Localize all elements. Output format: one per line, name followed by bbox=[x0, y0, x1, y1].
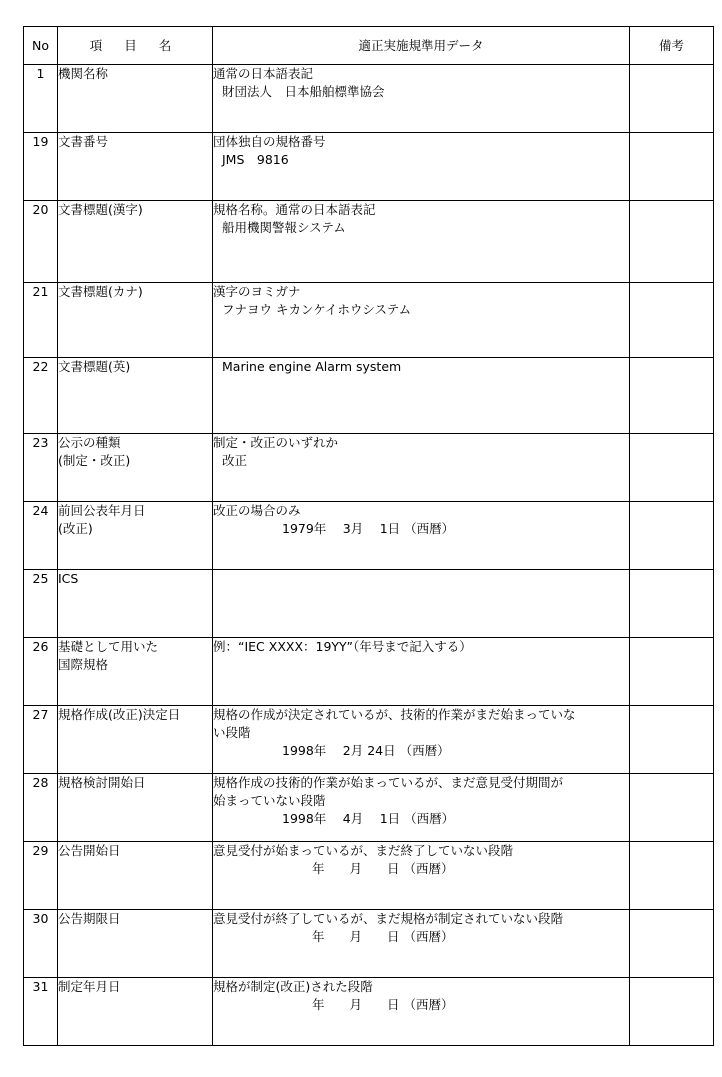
row-data bbox=[213, 570, 630, 638]
row-data bbox=[213, 842, 630, 910]
item-text: ICS bbox=[58, 571, 79, 586]
row-number: 20 bbox=[24, 201, 58, 283]
data-text: 始まっていない段階 bbox=[213, 793, 326, 808]
table-row bbox=[24, 133, 714, 201]
item-text: 文書標題(英) bbox=[58, 359, 131, 374]
row-data bbox=[213, 133, 630, 201]
row-data bbox=[213, 910, 630, 978]
row-note bbox=[630, 283, 714, 358]
item-text: 公示の種類 bbox=[58, 435, 121, 450]
row-number: 1 bbox=[24, 65, 58, 133]
table-row bbox=[24, 638, 714, 706]
date-value: 1998年 4月 1日 （西暦） bbox=[282, 811, 455, 826]
row-item bbox=[58, 842, 213, 910]
row-note bbox=[630, 774, 714, 842]
item-text: 公告開始日 bbox=[58, 843, 121, 858]
item-text: 文書標題(カナ) bbox=[58, 284, 143, 299]
row-number: 28 bbox=[24, 774, 58, 842]
row-note bbox=[630, 910, 714, 978]
row-item bbox=[58, 774, 213, 842]
item-text: (改正) bbox=[58, 521, 93, 536]
row-item bbox=[58, 638, 213, 706]
row-data bbox=[213, 283, 630, 358]
row-note bbox=[630, 502, 714, 570]
item-text: (制定・改正) bbox=[58, 453, 131, 468]
table-header-row bbox=[24, 27, 714, 65]
row-item bbox=[58, 434, 213, 502]
row-note bbox=[630, 638, 714, 706]
table-row bbox=[24, 570, 714, 638]
row-data bbox=[213, 502, 630, 570]
date-value: 年 月 日 （西暦） bbox=[312, 997, 454, 1012]
header-data: 適正実施規準用データ bbox=[213, 27, 630, 65]
table-row bbox=[24, 434, 714, 502]
row-number: 24 bbox=[24, 502, 58, 570]
table-row bbox=[24, 978, 714, 1046]
row-note bbox=[630, 434, 714, 502]
row-number: 26 bbox=[24, 638, 58, 706]
data-text: 意見受付が始まっているが、まだ終了していない段階 bbox=[213, 843, 514, 858]
row-item bbox=[58, 133, 213, 201]
item-text: 国際規格 bbox=[58, 657, 109, 672]
header-note: 備考 bbox=[630, 27, 714, 65]
data-text: 規格の作成が決定されているが、技術的作業がまだ始まっていな bbox=[213, 707, 576, 722]
data-value: 船用機関警報システム bbox=[222, 220, 346, 235]
date-value: 1998年 2月 24日 （西暦） bbox=[282, 743, 450, 758]
row-number: 31 bbox=[24, 978, 58, 1046]
row-number: 29 bbox=[24, 842, 58, 910]
data-text: 団体独自の規格番号 bbox=[213, 134, 326, 149]
date-value: 年 月 日 （西暦） bbox=[312, 861, 454, 876]
row-note bbox=[630, 133, 714, 201]
row-item bbox=[58, 978, 213, 1046]
row-data bbox=[213, 358, 630, 434]
row-data bbox=[213, 706, 630, 774]
row-item bbox=[58, 201, 213, 283]
table-row bbox=[24, 65, 714, 133]
data-text: 通常の日本語表記 bbox=[213, 66, 314, 81]
row-item bbox=[58, 65, 213, 133]
item-text: 公告期限日 bbox=[58, 911, 121, 926]
standards-data-table bbox=[23, 26, 714, 1046]
row-item bbox=[58, 502, 213, 570]
row-note bbox=[630, 706, 714, 774]
item-text: 規格作成(改正)決定日 bbox=[58, 707, 181, 722]
row-note bbox=[630, 978, 714, 1046]
row-number: 30 bbox=[24, 910, 58, 978]
table-row bbox=[24, 842, 714, 910]
data-text: 改正の場合のみ bbox=[213, 503, 301, 518]
data-value: フナヨウ キカンケイホウシステム bbox=[222, 302, 412, 317]
row-number: 27 bbox=[24, 706, 58, 774]
data-text: 例：“IEC XXXX：19YY”（年号まで記入する） bbox=[213, 639, 472, 654]
row-item bbox=[58, 910, 213, 978]
row-number: 19 bbox=[24, 133, 58, 201]
row-note bbox=[630, 358, 714, 434]
row-note bbox=[630, 570, 714, 638]
row-item bbox=[58, 283, 213, 358]
data-text: 漢字のヨミガナ bbox=[213, 284, 301, 299]
row-number: 23 bbox=[24, 434, 58, 502]
header-item: 項 目 名 bbox=[58, 27, 213, 65]
header-no: No bbox=[24, 27, 58, 65]
date-value: 年 月 日 （西暦） bbox=[312, 929, 454, 944]
row-data bbox=[213, 65, 630, 133]
row-number: 25 bbox=[24, 570, 58, 638]
row-data bbox=[213, 978, 630, 1046]
data-text: い段階 bbox=[213, 725, 251, 740]
row-number: 21 bbox=[24, 283, 58, 358]
row-note bbox=[630, 842, 714, 910]
item-text: 機関名称 bbox=[58, 66, 109, 81]
row-item bbox=[58, 706, 213, 774]
item-text: 基礎として用いた bbox=[58, 639, 159, 654]
data-value: JMS 9816 bbox=[222, 152, 289, 167]
row-data bbox=[213, 638, 630, 706]
item-text: 規格検討開始日 bbox=[58, 775, 146, 790]
table-row bbox=[24, 283, 714, 358]
item-text: 文書標題(漢字) bbox=[58, 202, 143, 217]
item-text: 前回公表年月日 bbox=[58, 503, 146, 518]
data-value: 財団法人 日本船舶標準協会 bbox=[222, 84, 385, 99]
row-data bbox=[213, 774, 630, 842]
table-row bbox=[24, 774, 714, 842]
data-value: 改正 bbox=[222, 453, 248, 468]
date-value: 1979年 3月 1日 （西暦） bbox=[282, 521, 455, 536]
data-text: 規格作成の技術的作業が始まっているが、まだ意見受付期間が bbox=[213, 775, 564, 790]
row-item bbox=[58, 358, 213, 434]
row-number: 22 bbox=[24, 358, 58, 434]
data-text: 制定・改正のいずれか bbox=[213, 435, 339, 450]
row-item bbox=[58, 570, 213, 638]
data-value: Marine engine Alarm system bbox=[222, 359, 402, 374]
table-row bbox=[24, 706, 714, 774]
row-note bbox=[630, 201, 714, 283]
data-text: 規格が制定(改正)された段階 bbox=[213, 979, 373, 994]
table-row bbox=[24, 201, 714, 283]
data-text: 規格名称。通常の日本語表記 bbox=[213, 202, 376, 217]
row-data bbox=[213, 201, 630, 283]
row-data bbox=[213, 434, 630, 502]
table-row bbox=[24, 910, 714, 978]
table-row bbox=[24, 358, 714, 434]
item-text: 制定年月日 bbox=[58, 979, 121, 994]
data-text: 意見受付が終了しているが、まだ規格が制定されていない段階 bbox=[213, 911, 564, 926]
table-row bbox=[24, 502, 714, 570]
item-text: 文書番号 bbox=[58, 134, 109, 149]
row-note bbox=[630, 65, 714, 133]
